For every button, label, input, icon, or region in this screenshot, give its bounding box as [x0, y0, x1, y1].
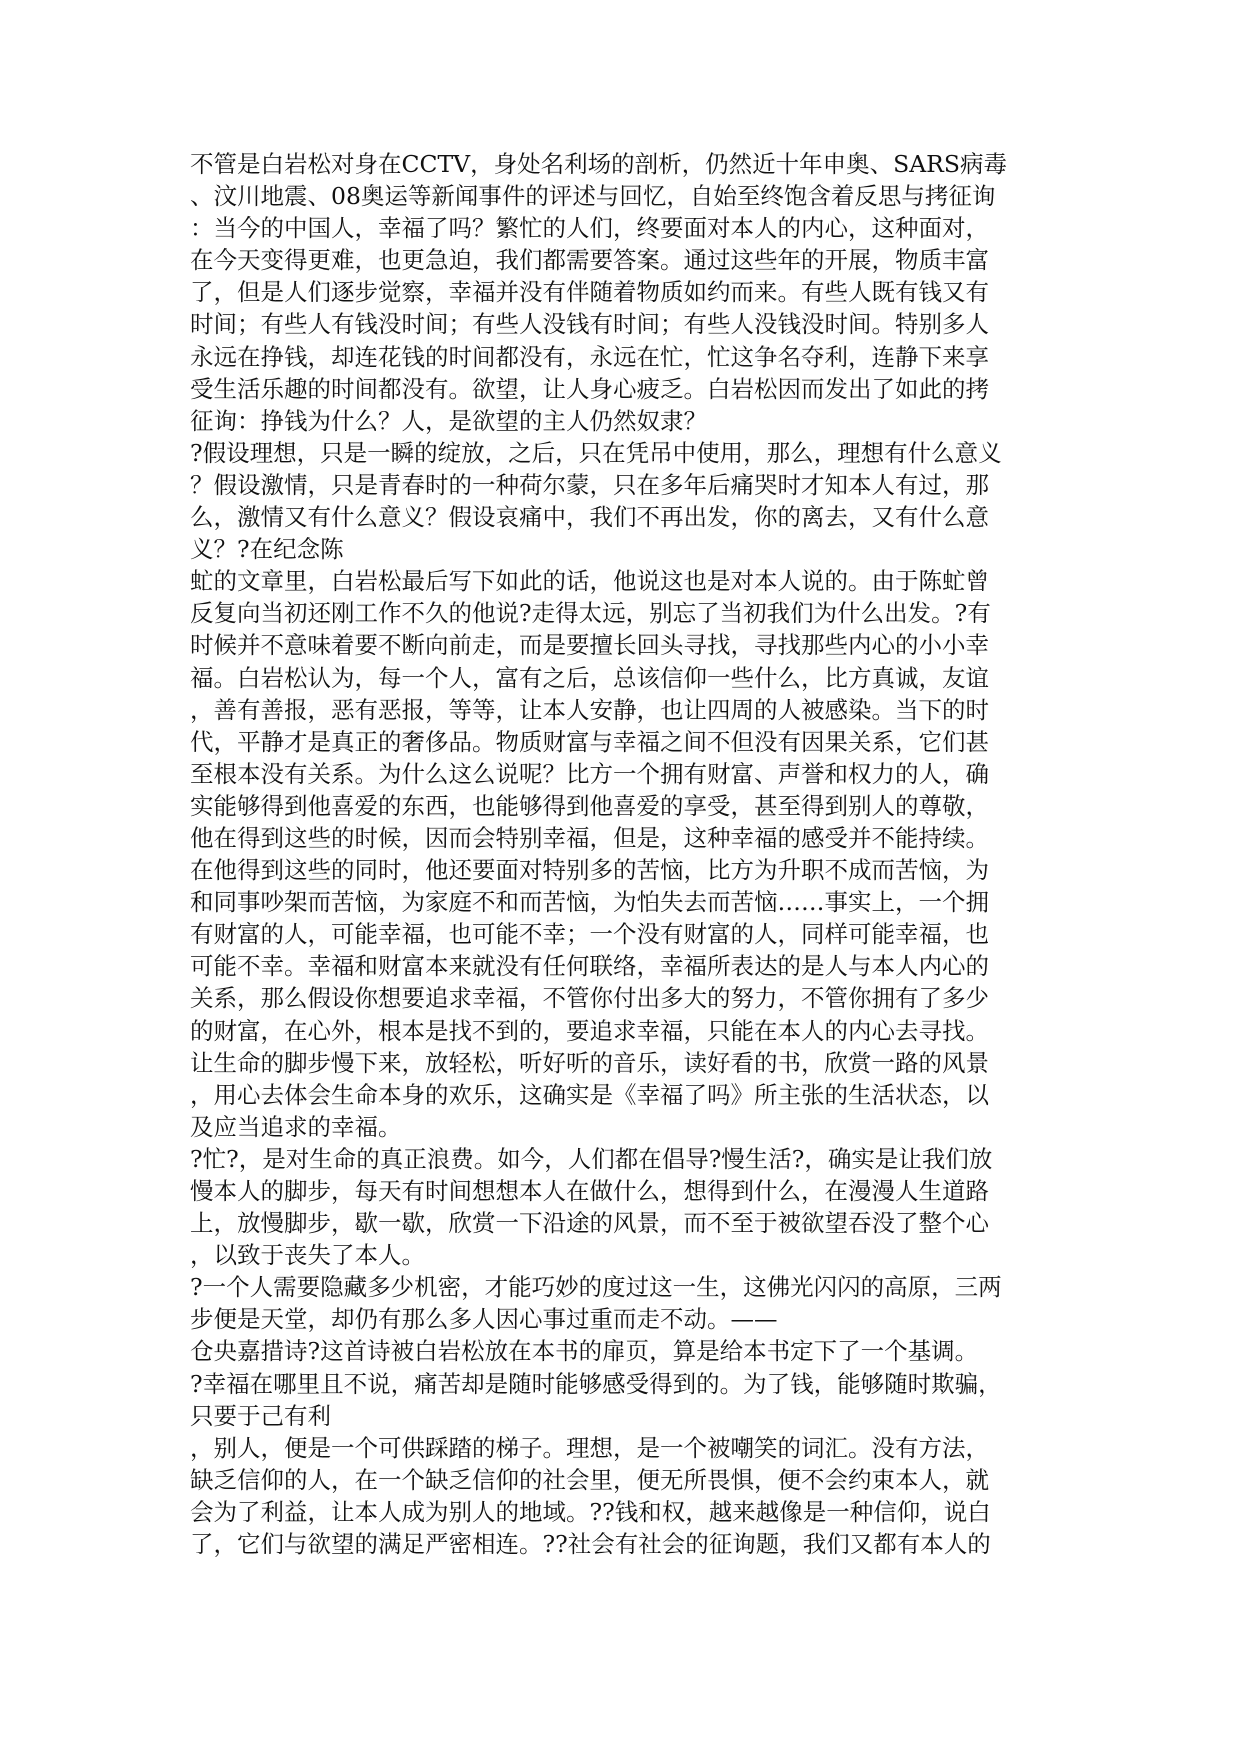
text-line: 了，它们与欲望的满足严密相连。??社会有社会的征询题，我们又都有本人的 — [190, 1530, 991, 1559]
body-text — [190, 148, 1070, 1560]
text-line: 代，平静才是真正的奢侈品。物质财富与幸福之间不但没有因果关系，它们甚 — [190, 727, 989, 756]
text-line: ，用心去体会生命本身的欢乐，这确实是《幸福了吗》所主张的生活状态，以 — [190, 1080, 989, 1109]
text-line: 义？?在纪念陈 — [190, 535, 344, 564]
text-line: 和同事吵架而苦恼，为家庭不和而苦恼，为怕失去而苦恼……事实上，一个拥 — [190, 888, 989, 917]
text-line: 在他得到这些的同时，他还要面对特别多的苦恼，比方为升职不成而苦恼，为 — [190, 856, 989, 885]
text-line: 至根本没有关系。为什么这么说呢？比方一个拥有财富、声誉和权力的人，确 — [190, 759, 989, 788]
text-line: ?假设理想，只是一瞬的绽放，之后，只在凭吊中使用，那么，理想有什么意义 — [190, 438, 1002, 467]
text-line: 了，但是人们逐步觉察，幸福并没有伴随着物质如约而来。有些人既有钱又有 — [190, 278, 989, 307]
text-line: 么，激情又有什么意义？假设哀痛中，我们不再出发，你的离去，又有什么意 — [190, 503, 989, 532]
text-line: 不管是白岩松对身在CCTV，身处名利场的剖析，仍然近十年申奥、SARS病毒 — [190, 150, 1007, 178]
text-line: 有财富的人，可能幸福，也可能不幸；一个没有财富的人，同样可能幸福，也 — [190, 920, 989, 949]
text-line: ，以致于丧失了本人。 — [190, 1241, 425, 1270]
text-line: 步便是天堂，却仍有那么多人因心事过重而走不动。—— — [190, 1305, 778, 1334]
text-line: 让生命的脚步慢下来，放轻松，听好听的音乐，读好看的书，欣赏一路的风景 — [190, 1048, 989, 1077]
text-line: 时候并不意味着要不断向前走，而是要擅长回头寻找，寻找那些内心的小小幸 — [190, 631, 989, 660]
text-line: 在今天变得更难，也更急迫，我们都需要答案。通过这些年的开展，物质丰富 — [190, 246, 989, 275]
text-line: 实能够得到他喜爱的东西，也能够得到他喜爱的享受，甚至得到别人的尊敬， — [190, 791, 989, 820]
text-line: 缺乏信仰的人，在一个缺乏信仰的社会里，便无所畏惧，便不会约束本人，就 — [190, 1465, 989, 1494]
text-line: 福。白岩松认为，每一个人，富有之后，总该信仰一些什么，比方真诚，友谊 — [190, 663, 989, 692]
text-line: 虻的文章里，白岩松最后写下如此的话，他说这也是对本人说的。由于陈虻曾 — [190, 567, 989, 596]
text-line: ?一个人需要隐藏多少机密，才能巧妙的度过这一生，这佛光闪闪的高原，三两 — [190, 1273, 1002, 1302]
text-line: 反复向当初还刚工作不久的他说?走得太远，别忘了当初我们为什么出发。?有 — [190, 599, 991, 628]
text-line: 时间；有些人有钱没时间；有些人没钱有时间；有些人没钱没时间。特别多人 — [190, 310, 989, 339]
text-line: 慢本人的脚步，每天有时间想想本人在做什么，想得到什么，在漫漫人生道路 — [190, 1177, 989, 1205]
text-line: 上，放慢脚步，歇一歇，欣赏一下沿途的风景，而不至于被欲望吞没了整个心 — [190, 1209, 989, 1238]
text-line: ?幸福在哪里且不说，痛苦却是随时能够感受得到的。为了钱，能够随时欺骗， — [190, 1369, 1002, 1398]
text-line: ，别人，便是一个可供踩踏的梯子。理想，是一个被嘲笑的词汇。没有方法， — [190, 1433, 989, 1462]
text-line: ，善有善报，恶有恶报，等等，让本人安静，也让四周的人被感染。当下的时 — [190, 695, 989, 724]
text-line: 征询：挣钱为什么？人，是欲望的主人仍然奴隶？ — [190, 406, 707, 435]
text-line: 永远在挣钱，却连花钱的时间都没有，永远在忙，忙这争名夺利，连静下来享 — [190, 342, 989, 371]
text-line: 可能不幸。幸福和财富本来就没有任何联络，幸福所表达的是人与本人内心的 — [190, 952, 989, 981]
text-line: 会为了利益，让本人成为别人的地域。??钱和权，越来越像是一种信仰，说白 — [190, 1497, 991, 1526]
text-line: ？假设激情，只是青春时的一种荷尔蒙，只在多年后痛哭时才知本人有过，那 — [190, 470, 989, 499]
text-line: 关系，那么假设你想要追求幸福，不管你付出多大的努力，不管你拥有了多少 — [190, 984, 989, 1013]
text-line: 受生活乐趣的时间都没有。欲望，让人身心疲乏。白岩松因而发出了如此的拷 — [190, 374, 989, 403]
text-line: 仓央嘉措诗?这首诗被白岩松放在本书的扉页，算是给本书定下了一个基调。 — [190, 1337, 979, 1366]
text-line: 的财富，在心外，根本是找不到的，要追求幸福，只能在本人的内心去寻找。 — [190, 1016, 989, 1045]
text-line: 他在得到这些的时候，因而会特别幸福，但是，这种幸福的感受并不能持续。 — [190, 823, 989, 852]
text-line: 只要于己有利 — [190, 1401, 331, 1430]
text-line: ?忙?，是对生命的真正浪费。如今，人们都在倡导?慢生活?，确实是让我们放 — [190, 1144, 993, 1173]
text-line: 、汶川地震、08奥运等新闻事件的评述与回忆，自始至终饱含着反思与拷征询 — [190, 182, 996, 211]
text-line: ：当今的中国人，幸福了吗？繁忙的人们，终要面对本人的内心，这种面对， — [190, 214, 989, 243]
text-line: 及应当追求的幸福。 — [190, 1112, 402, 1141]
